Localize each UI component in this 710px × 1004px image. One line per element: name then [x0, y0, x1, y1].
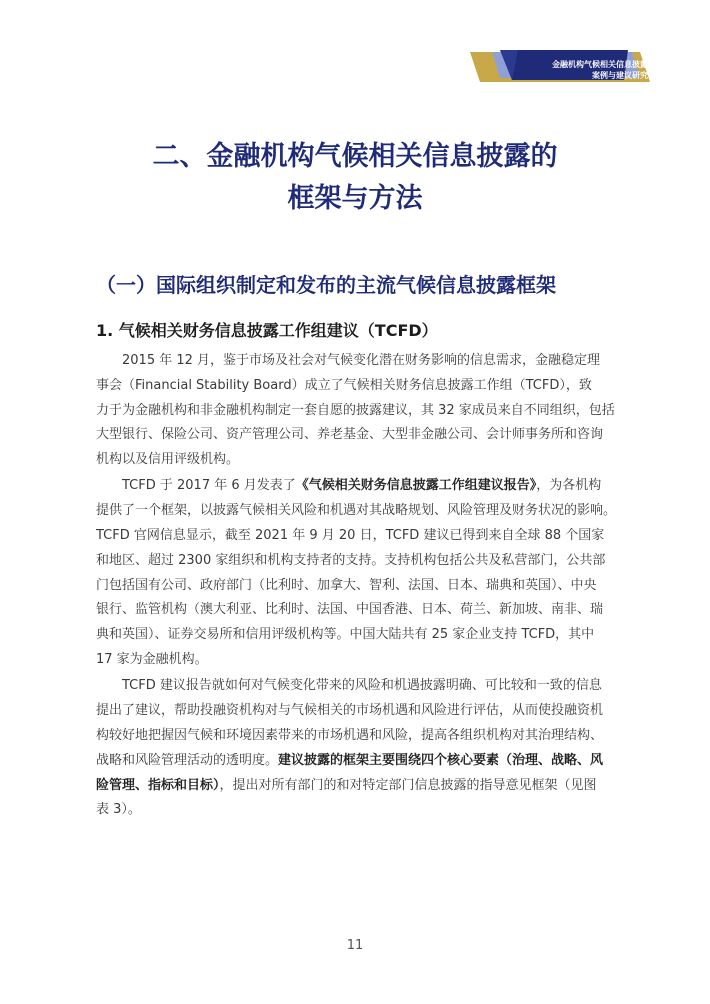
paragraph-line [96, 474, 630, 499]
paragraph-3 [96, 674, 630, 823]
paragraph-line: 提供了一个框架，以披露气候相关风险和机遇对其战略规划、风险管理及财务状况的影响。 [96, 503, 617, 519]
page-number: 11 [346, 938, 364, 953]
paragraph-line: 门包括国有公司、政府部门（比利时、加拿大、智利、法国、日本、瑞典和英国）、中央 [96, 577, 597, 593]
text-run: TCFD 于 2017 年 6 月发表了 [122, 478, 296, 494]
paragraph-line: 提出了建议，帮助投融资机构对与气候相关的市场机遇和风险进行评估，从而使投融资机 [96, 703, 604, 719]
subsection-heading: 1. 气候相关财务信息披露工作组建议（TCFD） [96, 321, 438, 340]
page-title [0, 136, 710, 220]
paragraph-line: TCFD 建议报告就如何对气候变化带来的风险和机遇披露明确、可比较和一致的信息 [122, 678, 602, 694]
report-title-bold: 《气候相关财务信息披露工作组建议报告》 [295, 478, 537, 494]
section-heading: （一）国际组织制定和发布的主流气候信息披露框架 [96, 273, 556, 297]
header-decoration [0, 0, 710, 96]
paragraph-1 [96, 349, 630, 473]
paragraph-line [96, 774, 630, 799]
paragraph-line: 力于为金融机构和非金融机构制定一套自愿的披露建议，其 32 家成员来自不同组织，包括 [96, 402, 615, 418]
paragraph-line: 事会（Financial Stability Board）成立了气候相关财务信息披露工作组（TCFD），致 [96, 377, 592, 393]
paragraph-line: 和地区、超过 2300 家组织和机构支持者的支持。支持机构包括公共及私营部门，公共部 [96, 552, 606, 568]
paragraph-line: 大型银行、保险公司、资产管理公司、养老基金、大型非金融公司、会计师事务所和咨询 [96, 427, 604, 443]
header-title-line2: 案例与建议研究 [592, 70, 648, 80]
paragraph-line: 17 家为金融机构。 [96, 652, 208, 668]
text-run: 战略和风险管理活动的透明度。 [96, 752, 279, 768]
body-text [96, 349, 630, 825]
paragraph-2 [96, 474, 630, 672]
paragraph-line: 表 3）。 [96, 802, 141, 818]
paragraph-line: 典和英国）、证券交易所和信用评级机构等。中国大陆共有 25 家企业支持 TCFD，其中 [96, 627, 595, 643]
paragraph-line: 银行、监管机构（澳大利亚、比利时、法国、中国香港、日本、荷兰、新加坡、南非、瑞 [96, 602, 604, 618]
paragraph-line: TCFD 官网信息显示，截至 2021 年 9 月 20 日，TCFD 建议已得到来自全球 88 个国家 [96, 528, 605, 544]
paragraph-line: 2015 年 12 月，鉴于市场及社会对气候变化潜在财务影响的信息需求，金融稳定理 [122, 353, 601, 368]
paragraph-line [96, 749, 630, 774]
header-title-line1: 金融机构气候相关信息披露 [552, 60, 648, 69]
text-run: ，为各机构 [536, 478, 602, 494]
header-title [518, 60, 648, 81]
paragraph-line: 构较好地把握因气候和环境因素带来的市场机遇和风险，提高各组织机构对其治理结构、 [96, 727, 604, 743]
page-title-line1: 二、金融机构气候相关信息披露的 [152, 141, 558, 172]
core-elements-bold: 险管理、指标和目标） [96, 777, 220, 793]
core-elements-bold: 建议披露的框架主要围绕四个核心要素（治理、战略、风 [278, 752, 604, 768]
text-run: ，提出对所有部门的和对特定部门信息披露的指导意见框架（见图 [219, 777, 597, 793]
paragraph-line: 机构以及信用评级机构。 [96, 452, 240, 468]
page-title-line2: 框架与方法 [287, 183, 423, 214]
